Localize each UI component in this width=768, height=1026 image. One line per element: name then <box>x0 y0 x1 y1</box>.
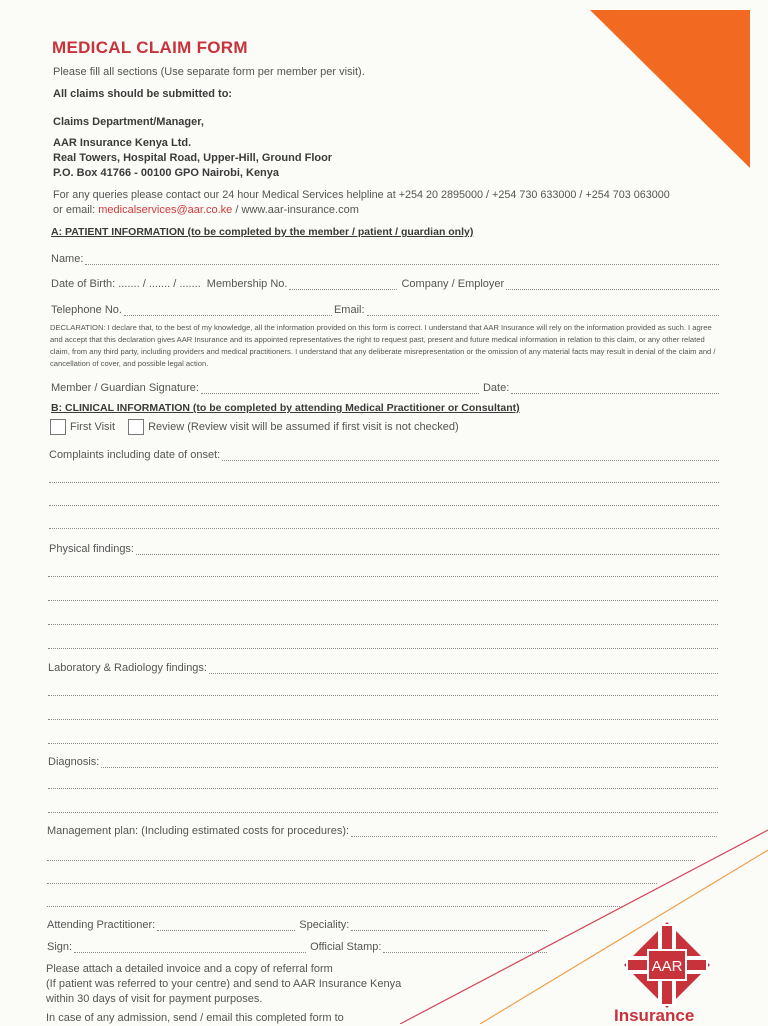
physical-field[interactable] <box>49 543 719 555</box>
sign-row <box>47 941 547 953</box>
diagnosis-line[interactable] <box>48 812 718 813</box>
practitioner-label: Attending Practitioner: <box>47 919 156 931</box>
form-title: MEDICAL CLAIM FORM <box>52 38 248 57</box>
management-line[interactable] <box>47 883 657 884</box>
diagnosis-field[interactable] <box>48 756 718 768</box>
review-checkbox[interactable] <box>128 419 144 435</box>
management-line[interactable] <box>47 860 695 861</box>
declaration-text: DECLARATION: I declare that, to the best of my knowledge, all the information provided on this form is correct. I understand that AAR Insurance will rely on the information provided as such. I agree and accept that this declaration gives AAR Insurance and its appointed representatives the right to request past, present and future medical information in relation to this claim, or any other related claim, from any third party, including providers and medical practitioners. I understand that any deliberate misrepresentation or the omission of any material facts may result in denial of the claim and / cancellation of cover, and possible legal action. <box>50 323 716 368</box>
address-line-2: AAR Insurance Kenya Ltd. <box>53 137 192 149</box>
telephone-row <box>51 304 719 316</box>
complaints-label: Complaints including date of onset: <box>49 449 221 461</box>
physical-line[interactable] <box>48 648 718 649</box>
physical-line[interactable] <box>48 576 718 577</box>
date-input[interactable] <box>511 384 719 394</box>
company-input[interactable] <box>506 280 719 290</box>
footer-line-2: (If patient was referred to your centre) and send to AAR Insurance Kenya <box>46 978 402 990</box>
date-label: Date: <box>482 382 510 394</box>
name-label: Name: <box>51 253 84 265</box>
complaints-line[interactable] <box>49 482 719 483</box>
physical-line[interactable] <box>48 624 718 625</box>
physical-line[interactable] <box>48 600 718 601</box>
instructions-text: Please fill all sections (Use separate form per member per visit). <box>53 66 365 78</box>
aar-logo <box>614 920 720 1025</box>
signature-label: Member / Guardian Signature: <box>51 382 199 394</box>
corner-triangle <box>590 10 750 170</box>
signature-row <box>51 382 719 394</box>
physical-label: Physical findings: <box>49 543 134 555</box>
review-label: Review (Review visit will be assumed if first visit is not checked) <box>148 420 459 433</box>
logo-text: AAR <box>651 958 683 975</box>
practitioner-row <box>47 919 547 931</box>
aar-logo-icon <box>620 920 720 1010</box>
website-link[interactable]: / www.aar-insurance.com <box>235 204 359 216</box>
address-line-1: Claims Department/Manager, <box>53 116 204 128</box>
management-line[interactable] <box>47 906 622 907</box>
first-visit-label: First Visit <box>70 420 116 433</box>
lab-label: Laboratory & Radiology findings: <box>48 662 207 674</box>
speciality-label: Speciality: <box>299 919 350 931</box>
email-label: Email: <box>333 304 365 316</box>
stamp-label: Official Stamp: <box>310 941 382 953</box>
management-label: Management plan: (Including estimated costs for procedures): <box>47 825 350 837</box>
logo-word: Insurance <box>614 1006 695 1025</box>
name-field[interactable] <box>51 253 719 265</box>
section-a-heading: A: PATIENT INFORMATION (to be completed by the member / patient / guardian only) <box>51 226 474 238</box>
sign-label: Sign: <box>47 941 73 953</box>
dob-label[interactable]: Date of Birth: ....... / ....... / ....... <box>51 278 201 290</box>
lab-line[interactable] <box>48 695 718 696</box>
email-input[interactable] <box>367 306 719 316</box>
contact-line <box>53 204 359 216</box>
footer-line-4: In case of any admission, send / email this completed form to <box>46 1012 344 1024</box>
membership-label: Membership No. <box>206 278 288 290</box>
section-b-heading: B: CLINICAL INFORMATION (to be completed by attending Medical Practitioner or Consultant) <box>51 402 520 414</box>
telephone-input[interactable] <box>124 306 332 316</box>
email-prefix: or email: <box>53 204 96 216</box>
queries-text: For any queries please contact our 24 hour Medical Services helpline at +254 20 2895000 / +254 730 633000 / +254 703 063000 <box>53 189 670 201</box>
sign-input[interactable] <box>74 943 306 953</box>
diagnosis-label: Diagnosis: <box>48 756 100 768</box>
visit-type-row <box>50 419 459 435</box>
address-line-4: P.O. Box 41766 - 00100 GPO Nairobi, Kenya <box>53 167 280 179</box>
footer-line-1: Please attach a detailed invoice and a copy of referral form <box>46 963 333 975</box>
footer-note <box>46 962 401 1026</box>
telephone-label: Telephone No. <box>51 304 122 316</box>
signature-input[interactable] <box>201 384 479 394</box>
submit-to-text: All claims should be submitted to: <box>53 88 233 100</box>
address-line-3: Real Towers, Hospital Road, Upper-Hill, Ground Floor <box>53 152 333 164</box>
management-field[interactable] <box>47 825 717 837</box>
lab-field[interactable] <box>48 662 718 674</box>
email-link[interactable]: medicalservices@aar.co.ke <box>98 204 233 216</box>
practitioner-input[interactable] <box>157 921 295 931</box>
stamp-input[interactable] <box>383 943 547 953</box>
lab-line[interactable] <box>48 719 718 720</box>
speciality-input[interactable] <box>351 921 547 931</box>
footer-line-3: within 30 days of visit for payment purposes. <box>46 993 263 1005</box>
company-label: Company / Employer <box>401 278 505 290</box>
complaints-line[interactable] <box>49 505 719 506</box>
membership-input[interactable] <box>289 280 397 290</box>
complaints-line[interactable] <box>49 528 719 529</box>
dob-row <box>51 278 719 290</box>
first-visit-checkbox[interactable] <box>50 419 66 435</box>
lab-line[interactable] <box>48 743 718 744</box>
complaints-field[interactable] <box>49 449 719 461</box>
diagnosis-line[interactable] <box>48 788 718 789</box>
